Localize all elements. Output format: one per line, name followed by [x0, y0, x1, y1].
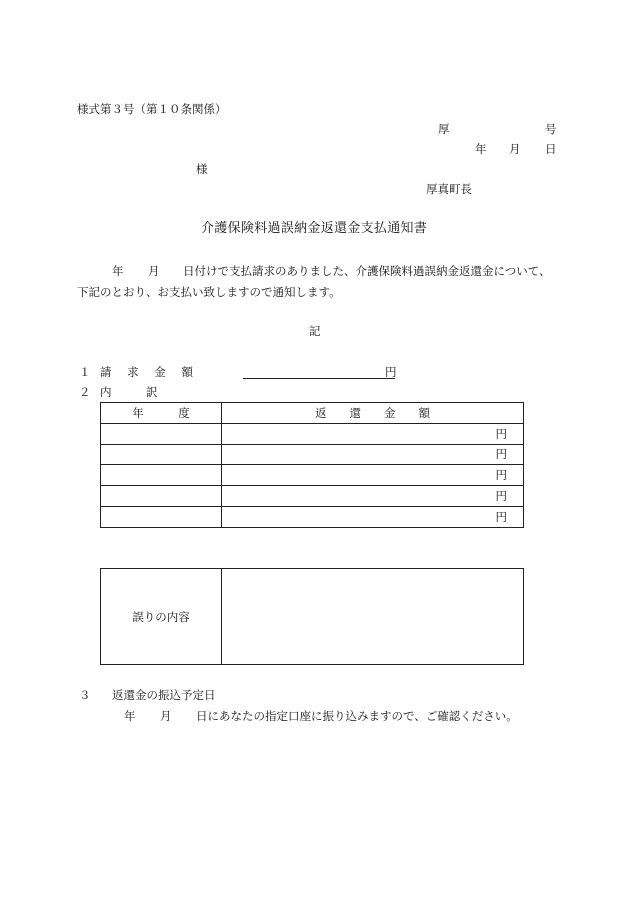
addressee-suffix: 様 [196, 162, 208, 176]
table-header-row [101, 403, 524, 424]
section3-year: 年 [124, 709, 136, 723]
table-cell-year[interactable] [101, 506, 222, 527]
section1-label: 請 求 金 額 [100, 365, 199, 379]
table-cell-amount[interactable]: 円 [222, 506, 524, 527]
section3-text: 日にあなたの指定口座に振り込みますので、ご確認ください。 [196, 709, 518, 723]
doc-number-prefix: 厚 [438, 122, 450, 136]
body-line1-year: 年 [112, 264, 124, 278]
body-line2: 下記のとおり、お支払い致しますので通知します。 [77, 285, 341, 299]
ki-label: 記 [309, 324, 321, 338]
amount-underline [243, 378, 395, 379]
table-row [101, 465, 524, 486]
date-day: 日 [545, 142, 557, 156]
document-title: 介護保険料過誤納金返還金支払通知書 [201, 221, 428, 236]
date-year: 年 [475, 142, 487, 156]
error-content-box [100, 568, 524, 665]
section2-number: ２ [79, 385, 91, 399]
table-row [101, 506, 524, 527]
date-month: 月 [509, 142, 521, 156]
table-cell-amount[interactable]: 円 [222, 465, 524, 486]
section3-month: 月 [160, 709, 172, 723]
section2-label: 内 訳 [100, 385, 158, 399]
section3-label: 返還金の振込予定日 [112, 688, 216, 702]
table-cell-amount[interactable]: 円 [222, 486, 524, 507]
table-cell-year[interactable] [101, 444, 222, 465]
error-content-label: 誤りの内容 [101, 569, 222, 664]
form-id: 様式第３号（第１０条関係） [77, 102, 227, 116]
issuer: 厚真町長 [426, 182, 472, 196]
table-cell-year[interactable] [101, 423, 222, 444]
table-cell-amount[interactable]: 円 [222, 444, 524, 465]
table-header-amount: 返 還 金 額 [222, 403, 524, 424]
breakdown-table [100, 402, 524, 528]
table-row [101, 444, 524, 465]
doc-number-suffix: 号 [545, 122, 557, 136]
table-header-year: 年 度 [101, 403, 222, 424]
table-cell-year[interactable] [101, 486, 222, 507]
body-line1-rest: 日付けで支払請求のありました、介護保険料過誤納金返還金について、 [183, 264, 551, 278]
table-row [101, 486, 524, 507]
body-line1-month: 月 [148, 264, 160, 278]
section1-unit: 円 [385, 365, 397, 379]
error-content-field[interactable] [222, 569, 523, 664]
section3-number: ３ [79, 688, 91, 702]
table-cell-amount[interactable]: 円 [222, 423, 524, 444]
section1-number: １ [79, 365, 91, 379]
table-cell-year[interactable] [101, 465, 222, 486]
table-row [101, 423, 524, 444]
